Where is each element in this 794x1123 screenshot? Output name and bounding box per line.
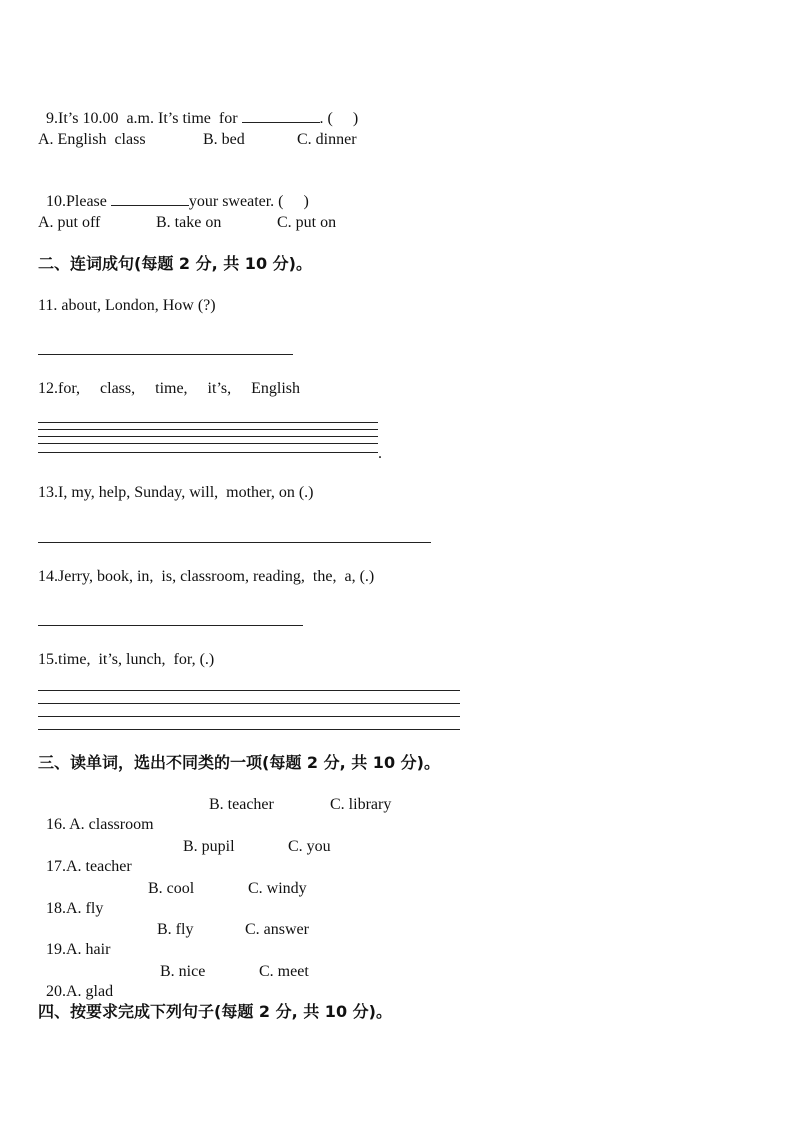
question-number: 17. xyxy=(46,858,66,875)
question-18-row xyxy=(38,879,103,919)
question-15: 15.time, it’s, lunch, for, (.) xyxy=(38,651,215,668)
answer-blank[interactable] xyxy=(111,191,189,206)
option-b: B. bed xyxy=(203,131,245,148)
end-period: . xyxy=(378,445,382,462)
option-c: C. windy xyxy=(248,880,307,897)
question-9 xyxy=(38,88,358,129)
answer-line[interactable] xyxy=(38,625,303,626)
question-number: 20. xyxy=(46,983,66,1000)
question-10-rest: your sweater. ( ) xyxy=(188,193,309,210)
answer-blank[interactable] xyxy=(242,108,320,123)
option-a: A. put off xyxy=(38,214,101,231)
question-9-text: 9.It’s 10.00 a.m. It’s time for xyxy=(46,110,242,127)
answer-line[interactable] xyxy=(38,542,431,543)
question-12: 12.for, class, time, it’s, English xyxy=(38,380,301,397)
option-c: C. put on xyxy=(277,214,337,231)
answer-line[interactable] xyxy=(38,716,460,717)
question-number: 16. xyxy=(46,816,70,833)
option-c: C. library xyxy=(330,796,392,813)
answer-line[interactable] xyxy=(38,729,460,730)
option-b: B. fly xyxy=(157,921,194,938)
option-a: A. classroom xyxy=(69,816,154,833)
answer-line[interactable] xyxy=(38,436,378,437)
answer-line[interactable] xyxy=(38,422,378,423)
option-b: B. teacher xyxy=(209,796,274,813)
question-number: 18. xyxy=(46,900,66,917)
option-b: B. pupil xyxy=(183,838,235,855)
option-c: C. meet xyxy=(259,963,309,980)
answer-line[interactable] xyxy=(38,690,460,691)
answer-line[interactable] xyxy=(38,354,293,355)
question-14: 14.Jerry, book, in, is, classroom, reading, the, a, (.) xyxy=(38,568,375,585)
question-20-row xyxy=(38,962,113,1002)
section-4-heading: 四、按要求完成下列句子(每题 2 分, 共 10 分)。 xyxy=(38,1002,392,1021)
question-19-row xyxy=(38,920,110,960)
question-9-paren: . ( ) xyxy=(319,110,359,127)
option-b: B. take on xyxy=(156,214,222,231)
option-b: B. nice xyxy=(160,963,206,980)
option-c: C. dinner xyxy=(297,131,357,148)
answer-line[interactable] xyxy=(38,443,378,444)
option-b: B. cool xyxy=(148,880,195,897)
answer-line[interactable] xyxy=(38,429,378,430)
option-a: A. fly xyxy=(66,900,104,917)
option-a: A. hair xyxy=(66,941,111,958)
question-number: 19. xyxy=(46,941,66,958)
question-11: 11. about, London, How (?) xyxy=(38,297,216,314)
section-3-heading: 三、读单词，选出不同类的一项(每题 2 分, 共 10 分)。 xyxy=(38,753,440,772)
option-c: C. you xyxy=(288,838,331,855)
question-10-text: 10.Please xyxy=(46,193,111,210)
option-a: A. teacher xyxy=(66,858,132,875)
option-a: A. glad xyxy=(66,983,114,1000)
answer-line[interactable] xyxy=(38,452,378,453)
question-17-row xyxy=(38,837,132,877)
question-16-row xyxy=(38,795,154,835)
option-c: C. answer xyxy=(245,921,309,938)
question-13: 13.I, my, help, Sunday, will, mother, on (.) xyxy=(38,484,314,501)
option-a: A. English class xyxy=(38,131,146,148)
question-10 xyxy=(38,171,309,212)
answer-line[interactable] xyxy=(38,703,460,704)
section-2-heading: 二、连词成句(每题 2 分, 共 10 分)。 xyxy=(38,254,312,273)
